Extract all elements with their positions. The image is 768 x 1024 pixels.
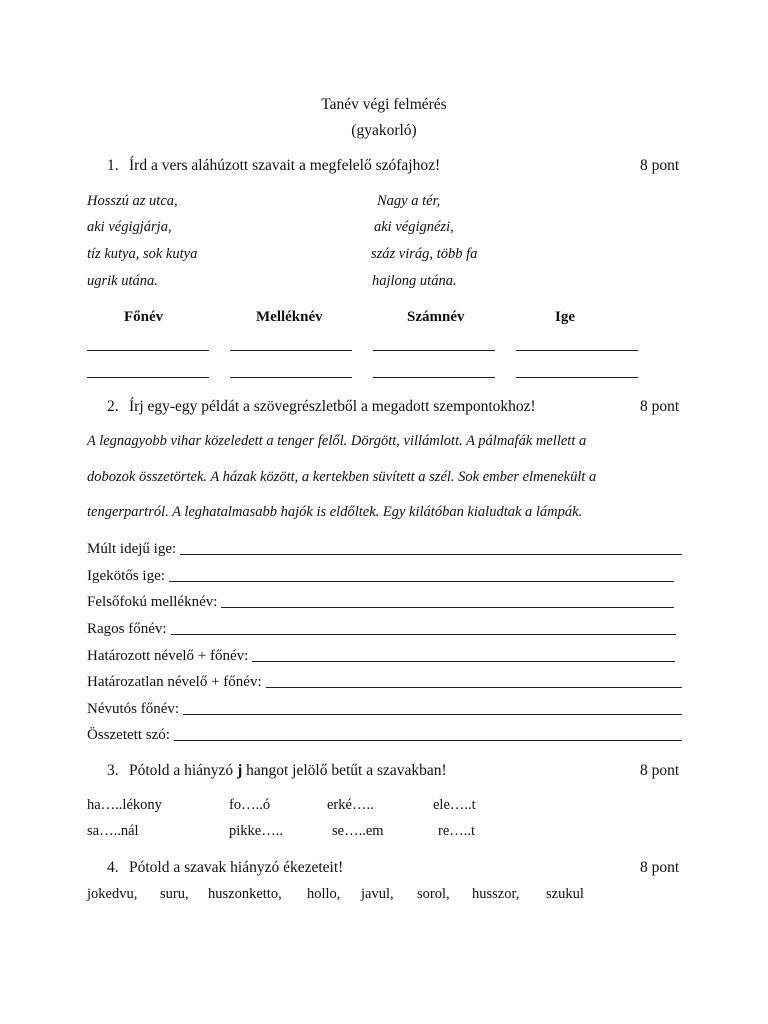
field-label: Határozott névelő + főnév: bbox=[87, 648, 249, 664]
answer-blank[interactable] bbox=[87, 377, 209, 378]
answer-blank[interactable] bbox=[230, 377, 352, 378]
gap-word: fo…..ó bbox=[229, 797, 271, 813]
answer-blank[interactable] bbox=[373, 377, 495, 378]
accent-word: husszor, bbox=[472, 886, 520, 902]
task3-heading bbox=[107, 762, 447, 780]
task2-heading bbox=[107, 398, 536, 416]
answer-line[interactable] bbox=[221, 607, 674, 608]
fill-row-ragos-fonev bbox=[87, 618, 676, 638]
column-header-melleknev: Melléknév bbox=[256, 309, 323, 325]
task1-heading bbox=[107, 157, 440, 175]
poem-left-line: aki végigjárja, bbox=[87, 219, 172, 235]
gap-word: erké….. bbox=[327, 797, 374, 813]
task3-instruction-pre: Pótold a hiányzó bbox=[129, 762, 238, 779]
task2-points: 8 pont bbox=[640, 398, 680, 415]
answer-line[interactable] bbox=[266, 687, 682, 688]
poem-right-line: száz virág, több fa bbox=[371, 246, 478, 262]
task1-number: 1. bbox=[107, 157, 119, 174]
answer-blank[interactable] bbox=[373, 350, 495, 351]
field-label: Ragos főnév: bbox=[87, 621, 167, 637]
task4-instruction: Pótold a szavak hiányzó ékezeteit! bbox=[129, 859, 344, 876]
task1-points: 8 pont bbox=[640, 157, 680, 174]
task3-number: 3. bbox=[107, 762, 119, 779]
fill-row-hatarozott-nevelo bbox=[87, 645, 675, 665]
accent-word: javul, bbox=[361, 886, 394, 902]
answer-line[interactable] bbox=[183, 714, 682, 715]
fill-row-felsofoku-melleknev bbox=[87, 591, 674, 611]
task4-heading bbox=[107, 859, 343, 877]
answer-line[interactable] bbox=[171, 634, 676, 635]
poem-right-line: aki végignézi, bbox=[374, 219, 454, 235]
poem-left-line: ugrik utána. bbox=[87, 273, 158, 289]
column-header-szamnev: Számnév bbox=[407, 309, 465, 325]
gap-word: sa…..nál bbox=[87, 823, 139, 839]
answer-line[interactable] bbox=[180, 554, 682, 555]
passage-line: tengerpartról. A leghatalmasabb hajók is eldőltek. Egy kilátóban kialudtak a lámpák. bbox=[87, 504, 583, 520]
fill-row-mult-ideju-ige bbox=[87, 538, 682, 558]
fill-row-igekotos-ige bbox=[87, 565, 674, 585]
accent-word: jokedvu, bbox=[87, 886, 138, 902]
field-label: Igekötős ige: bbox=[87, 568, 165, 584]
field-label: Összetett szó: bbox=[87, 727, 170, 743]
page-subtitle: (gyakorló) bbox=[351, 122, 417, 139]
task2-instruction: Írj egy-egy példát a szövegrészletből a megadott szempontokhoz! bbox=[129, 398, 536, 415]
accent-word: huszonketto, bbox=[208, 886, 282, 902]
task2-number: 2. bbox=[107, 398, 119, 415]
column-header-ige: Ige bbox=[555, 309, 575, 325]
passage-line: A legnagyobb vihar közeledett a tenger felől. Dörgött, villámlott. A pálmafák mellett a bbox=[87, 433, 587, 449]
field-label: Felsőfokú melléknév: bbox=[87, 594, 218, 610]
accent-word: suru, bbox=[160, 886, 189, 902]
task3-instruction-bold: j bbox=[237, 762, 243, 779]
answer-blank[interactable] bbox=[87, 350, 209, 351]
answer-blank[interactable] bbox=[230, 350, 352, 351]
task4-points: 8 pont bbox=[640, 859, 680, 876]
task4-number: 4. bbox=[107, 859, 119, 876]
field-label: Névutós főnév: bbox=[87, 701, 180, 717]
passage-line: dobozok összetörtek. A házak között, a kertekben süvített a szél. Sok ember elmenekült a bbox=[87, 469, 597, 485]
answer-line[interactable] bbox=[174, 740, 682, 741]
gap-word: ha…..lékony bbox=[87, 797, 162, 813]
poem-left-line: Hosszú az utca, bbox=[87, 193, 178, 209]
fill-row-nevutos-fonev bbox=[87, 698, 682, 718]
answer-blank[interactable] bbox=[516, 350, 638, 351]
task3-points: 8 pont bbox=[640, 762, 680, 779]
gap-word: pikke….. bbox=[229, 823, 283, 839]
accent-word: szukul bbox=[546, 886, 584, 902]
gap-word: re…..t bbox=[438, 823, 476, 839]
fill-row-hatarozatlan-nevelo bbox=[87, 671, 682, 691]
accent-word: sorol, bbox=[417, 886, 450, 902]
gap-word: ele…..t bbox=[433, 797, 476, 813]
column-header-fonev: Főnév bbox=[124, 309, 164, 325]
answer-blank[interactable] bbox=[516, 377, 638, 378]
poem-left-line: tíz kutya, sok kutya bbox=[87, 246, 198, 262]
gap-word: se…..em bbox=[332, 823, 384, 839]
fill-row-osszetett-szo bbox=[87, 724, 682, 744]
answer-line[interactable] bbox=[169, 581, 674, 582]
poem-right-line: Nagy a tér, bbox=[377, 193, 441, 209]
task1-instruction: Írd a vers aláhúzott szavait a megfelelő szófajhoz! bbox=[129, 157, 441, 174]
poem-right-line: hajlong utána. bbox=[372, 273, 457, 289]
accent-word: hollo, bbox=[307, 886, 341, 902]
answer-line[interactable] bbox=[252, 661, 675, 662]
field-label: Múlt idejű ige: bbox=[87, 541, 177, 557]
task3-instruction-post: hangot jelölő betűt a szavakban! bbox=[242, 762, 447, 779]
page-title: Tanév végi felmérés bbox=[321, 96, 447, 113]
field-label: Határozatlan névelő + főnév: bbox=[87, 674, 262, 690]
